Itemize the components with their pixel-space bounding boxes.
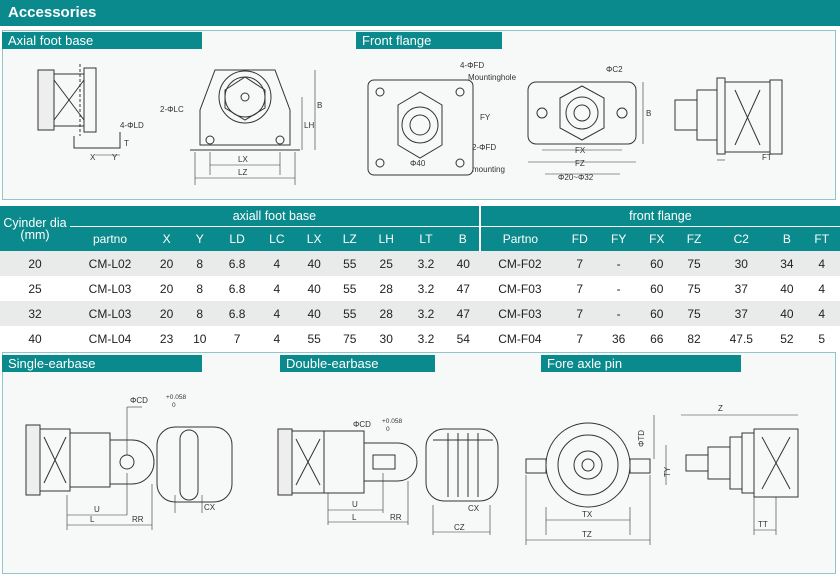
front-fy-label: FY: [480, 113, 491, 122]
table-row: [0, 326, 840, 351]
front-fd2-label: 2-ΦFD: [472, 143, 497, 152]
flange-cell: 75: [676, 251, 712, 276]
axial-cell: 55: [296, 326, 332, 351]
axial-cell: 47: [447, 301, 480, 326]
axial-col-header: LH: [367, 226, 405, 251]
flange-cell: 75: [676, 301, 712, 326]
front-flange-header: [356, 32, 502, 49]
single-l-label: L: [90, 515, 95, 524]
flange-cell: 4: [803, 301, 840, 326]
axial-cell: 20: [150, 251, 183, 276]
flange-cell: -: [600, 251, 638, 276]
axial-cell: CM-L02: [70, 251, 150, 276]
accessories-title: Accessories: [8, 3, 97, 21]
axial-cell: 8: [183, 301, 216, 326]
single-earbase-header: [2, 355, 202, 372]
fore-axle-pin-title: Fore axle pin: [547, 356, 623, 371]
axial-cell: 40: [296, 301, 332, 326]
flange-cell: 66: [638, 326, 676, 351]
axial-cell: 4: [258, 301, 296, 326]
flange-cell: 37: [712, 276, 770, 301]
axial-cell: 4: [258, 326, 296, 351]
flange-cell: CM-F02: [480, 251, 560, 276]
fore-axle-pin-drawing: [526, 385, 826, 565]
flange-col-header: FX: [638, 226, 676, 251]
flange-cell: 30: [712, 251, 770, 276]
flange-cell: 4: [803, 276, 840, 301]
axial-cell: 3.2: [405, 276, 446, 301]
axial-cell: 3.2: [405, 326, 446, 351]
axial-cell: 55: [332, 251, 367, 276]
double-earbase-drawing: [268, 385, 528, 565]
cyl-dia-cell: 32: [0, 301, 70, 326]
axial-y-label: Y: [112, 153, 118, 162]
axial-lh-label: LH: [304, 121, 315, 130]
double-cx-label: CX: [468, 504, 480, 513]
axial-col-header: partno: [70, 226, 150, 251]
single-earbase-drawing: [12, 385, 272, 565]
table-row: [0, 301, 840, 326]
axial-cell: 6.8: [216, 251, 257, 276]
axial-lc-label: 2-ΦLC: [160, 105, 184, 114]
axial-cell: 6.8: [216, 276, 257, 301]
table-row: [0, 276, 840, 301]
table-row: [0, 251, 840, 276]
flange-group-header: front flange: [480, 206, 840, 226]
fore-axle-pin-header: [541, 355, 741, 372]
front-ft-label: FT: [762, 153, 772, 162]
axial-cell: 4: [258, 276, 296, 301]
double-rr-label: RR: [390, 513, 402, 522]
axial-group-header: axiall foot base: [70, 206, 480, 226]
fore-ty-label: TY: [663, 466, 672, 477]
accessories-table: [0, 206, 840, 351]
flange-cell: 47.5: [712, 326, 770, 351]
flange-cell: 37: [712, 301, 770, 326]
column-header-row: [0, 226, 840, 251]
front-d40-label: Φ40: [410, 159, 426, 168]
axial-lx-label: LX: [238, 155, 248, 164]
cyl-dia-cell: 25: [0, 276, 70, 301]
flange-cell: CM-F03: [480, 301, 560, 326]
flange-cell: 40: [770, 301, 803, 326]
axial-col-header: LD: [216, 226, 257, 251]
single-earbase-title: Single-earbase: [8, 356, 96, 371]
axial-col-header: LT: [405, 226, 446, 251]
axial-col-header: Y: [183, 226, 216, 251]
fore-td-label: ΦTD: [637, 429, 646, 447]
cyl-dia-header: [0, 206, 70, 251]
single-cd-label: ΦCD: [130, 396, 148, 405]
axial-cell: CM-L04: [70, 326, 150, 351]
axial-cell: CM-L03: [70, 301, 150, 326]
axial-cell: 28: [367, 301, 405, 326]
axial-cell: 55: [332, 276, 367, 301]
flange-col-header: Partno: [480, 226, 560, 251]
front-d20-label: Φ20~Φ32: [558, 173, 594, 182]
axial-col-header: LX: [296, 226, 332, 251]
front-flange-title: Front flange: [362, 33, 432, 48]
axial-col-header: LZ: [332, 226, 367, 251]
flange-cell: 7: [560, 251, 600, 276]
flange-col-header: B: [770, 226, 803, 251]
axial-x-label: X: [90, 153, 96, 162]
table-body: [0, 251, 840, 351]
flange-cell: 7: [560, 301, 600, 326]
flange-cell: -: [600, 301, 638, 326]
single-cx-label: CX: [204, 503, 216, 512]
double-earbase-title: Double-earbase: [286, 356, 379, 371]
axial-cell: 7: [216, 326, 257, 351]
double-cz-label: CZ: [454, 523, 465, 532]
front-fx-label: FX: [575, 146, 586, 155]
flange-cell: CM-F04: [480, 326, 560, 351]
axial-cell: 20: [150, 301, 183, 326]
cyl-dia-cell: 20: [0, 251, 70, 276]
double-l-label: L: [352, 513, 357, 522]
axial-cell: 3.2: [405, 301, 446, 326]
front-fz-label: FZ: [575, 159, 585, 168]
axial-cell: 75: [332, 326, 367, 351]
front-mh-label: Mountinghole: [468, 73, 517, 82]
axial-cell: 40: [447, 251, 480, 276]
double-tol-bot: 0: [386, 426, 390, 433]
fore-tz-label: TZ: [582, 530, 592, 539]
axial-lz-label: LZ: [238, 168, 248, 177]
flange-cell: 40: [770, 276, 803, 301]
flange-cell: 60: [638, 251, 676, 276]
front-flange-drawing: [360, 50, 830, 200]
axial-cell: 20: [150, 276, 183, 301]
flange-col-header: C2: [712, 226, 770, 251]
flange-cell: 82: [676, 326, 712, 351]
axial-foot-base-header: [2, 32, 202, 49]
axial-cell: 30: [367, 326, 405, 351]
axial-cell: 40: [296, 276, 332, 301]
single-tol-bot: 0: [172, 402, 176, 409]
axial-cell: 4: [258, 251, 296, 276]
cyl-dia-line1: Cyinder dia: [3, 215, 67, 230]
axial-col-header: X: [150, 226, 183, 251]
axial-cell: 23: [150, 326, 183, 351]
single-rr-label: RR: [132, 515, 144, 524]
flange-cell: CM-F03: [480, 276, 560, 301]
single-u-label: U: [94, 505, 100, 514]
flange-cell: 60: [638, 301, 676, 326]
axial-cell: 3.2: [405, 251, 446, 276]
fore-tx-label: TX: [582, 510, 593, 519]
flange-cell: -: [600, 276, 638, 301]
flange-col-header: FZ: [676, 226, 712, 251]
flange-cell: 7: [560, 326, 600, 351]
flange-col-header: FY: [600, 226, 638, 251]
axial-cell: 8: [183, 251, 216, 276]
axial-cell: 55: [332, 301, 367, 326]
axial-t-label: T: [124, 139, 129, 148]
cyl-dia-line2: (mm): [20, 227, 50, 242]
double-u-label: U: [352, 500, 358, 509]
fore-z-label: Z: [718, 404, 723, 413]
axial-foot-base-drawing: [20, 50, 360, 200]
axial-cell: 25: [367, 251, 405, 276]
fore-tt-label: TT: [758, 520, 768, 529]
axial-cell: 8: [183, 276, 216, 301]
flange-cell: 75: [676, 276, 712, 301]
accessories-header: [0, 0, 840, 26]
axial-col-header: B: [447, 226, 480, 251]
double-cd-label: ΦCD: [353, 420, 371, 429]
flange-col-header: FT: [803, 226, 840, 251]
flange-cell: 52: [770, 326, 803, 351]
single-tol-top: +0.058: [166, 394, 187, 401]
axial-col-header: LC: [258, 226, 296, 251]
axial-cell: 54: [447, 326, 480, 351]
flange-cell: 36: [600, 326, 638, 351]
flange-cell: 60: [638, 276, 676, 301]
front-c2-label: ΦC2: [606, 65, 623, 74]
cyl-dia-cell: 40: [0, 326, 70, 351]
axial-b-label: B: [317, 101, 323, 110]
front-fd4-label: 4-ΦFD: [460, 61, 485, 70]
axial-cell: 47: [447, 276, 480, 301]
axial-cell: 10: [183, 326, 216, 351]
double-earbase-header: [280, 355, 435, 372]
flange-cell: 34: [770, 251, 803, 276]
flange-cell: 7: [560, 276, 600, 301]
flange-cell: 5: [803, 326, 840, 351]
axial-cell: 40: [296, 251, 332, 276]
axial-ld-label: 4-ΦLD: [120, 121, 144, 130]
double-tol-top: +0.058: [382, 418, 403, 425]
axial-cell: 6.8: [216, 301, 257, 326]
front-b-label: B: [646, 109, 652, 118]
front-mounting-label: mounting: [472, 165, 505, 174]
flange-cell: 4: [803, 251, 840, 276]
axial-cell: CM-L03: [70, 276, 150, 301]
axial-foot-base-title: Axial foot base: [8, 33, 94, 48]
axial-cell: 28: [367, 276, 405, 301]
flange-col-header: FD: [560, 226, 600, 251]
